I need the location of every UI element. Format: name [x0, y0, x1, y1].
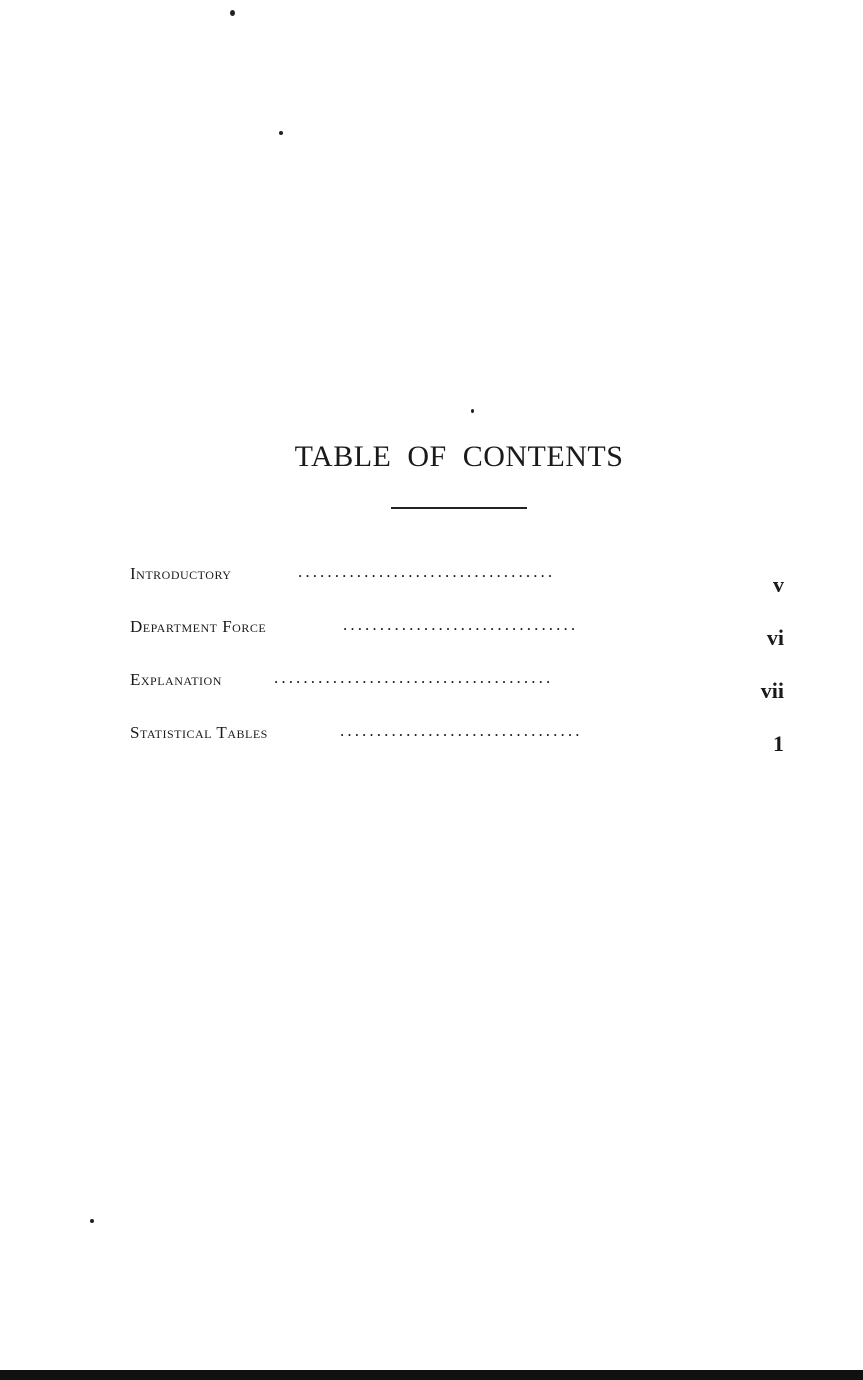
toc-leader-dots: ................................ [343, 615, 579, 634]
toc-entry-page: 1 [773, 731, 784, 756]
toc-entry-page: vi [766, 625, 784, 650]
toc-leader-dots: ................................. [340, 721, 583, 740]
toc-entry-page: v [773, 572, 784, 597]
toc-leader-dots: ...................................... [274, 668, 554, 687]
scan-speck [279, 131, 283, 135]
page-title: TABLE OF CONTENTS [294, 440, 624, 474]
toc-entry-label: Introductory [130, 564, 232, 583]
title-divider [391, 507, 527, 509]
scan-edge-bar [0, 1370, 863, 1380]
toc-entry-statistical-tables[interactable] [130, 717, 790, 770]
toc-entry-explanation[interactable] [130, 664, 790, 717]
toc-leader-dots: ................................... [298, 562, 556, 581]
table-of-contents [130, 558, 790, 770]
toc-entry-label: Explanation [130, 670, 222, 689]
toc-entry-label: Department Force [130, 617, 267, 636]
toc-entry-department-force[interactable] [130, 611, 790, 664]
toc-entry-page: vii [760, 678, 784, 703]
toc-entry-label: Statistical Tables [130, 723, 268, 742]
scan-speck [471, 409, 474, 413]
scan-speck [230, 10, 235, 16]
toc-entry-introductory[interactable] [130, 558, 790, 611]
scan-speck [90, 1219, 94, 1223]
